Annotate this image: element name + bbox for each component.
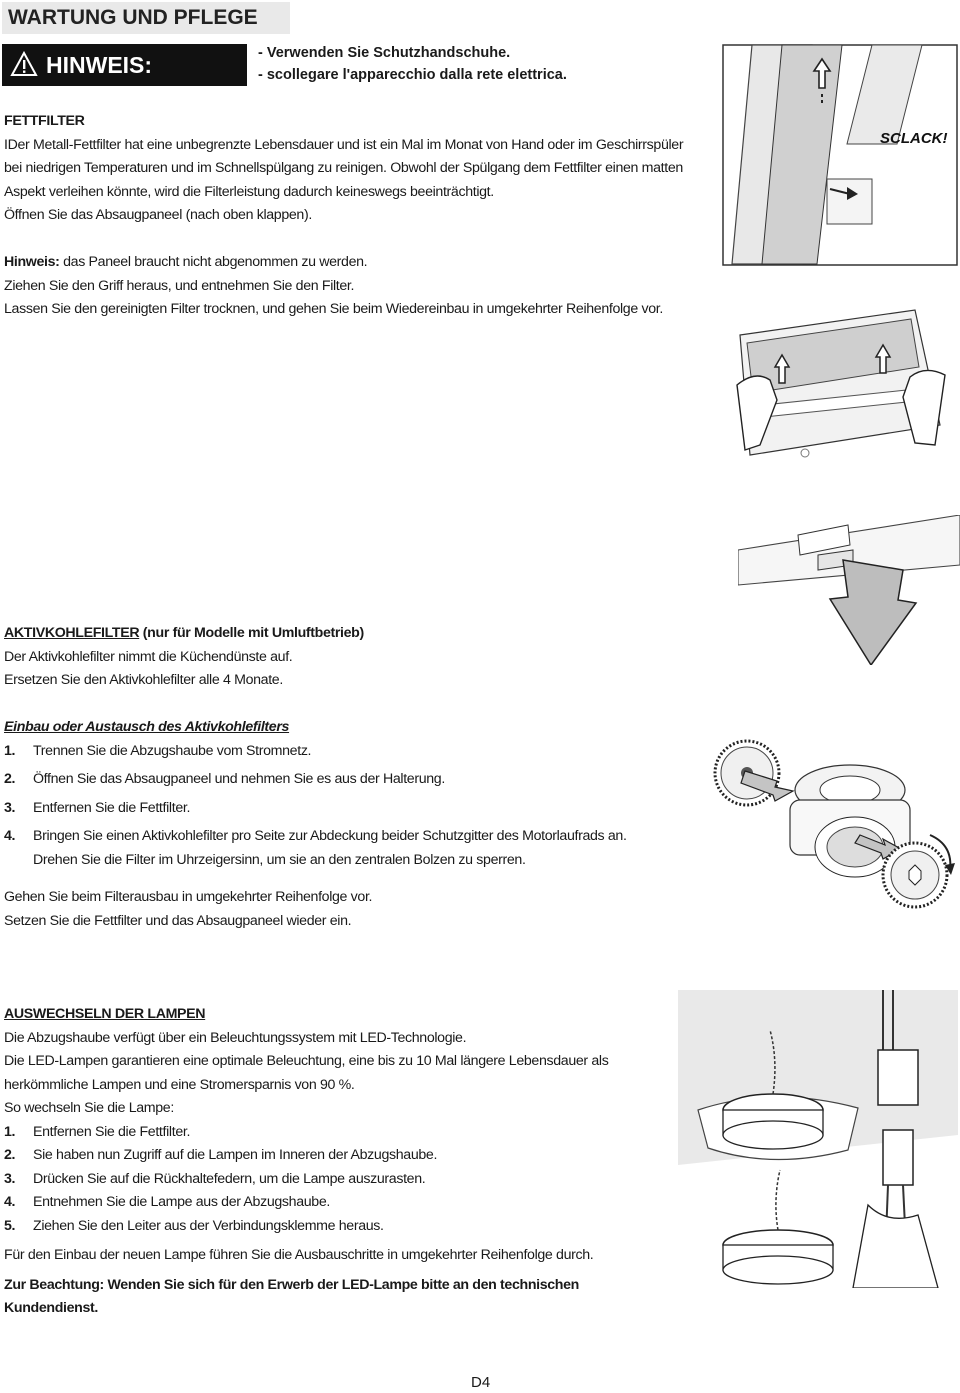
step-text: Bringen Sie einen Aktivkohlefilter pro Seite zur Abdeckung beider Schutzgitter des Motorlaufrads an. — [33, 828, 627, 844]
aktivkohle-steps — [4, 716, 627, 872]
body-line: Der Aktivkohlefilter nimmt die Küchendünste auf. — [4, 648, 293, 665]
note-badge — [2, 44, 247, 86]
step-number: 5. — [4, 1217, 16, 1234]
body-line: Gehen Sie beim Filterausbau in umgekehrter Reihenfolge vor. — [4, 889, 373, 905]
step-number: 3. — [4, 799, 16, 816]
step-item — [4, 768, 627, 792]
body-line: Aspekt verleihen könnte, wird die Filterleistung dadurch keineswegs beeinträchtigt. — [4, 183, 494, 200]
attention-line: Kundendienst. — [4, 1300, 98, 1316]
page-title: WARTUNG UND PFLEGE — [2, 2, 290, 34]
hint-text: das Paneel braucht nicht abgenommen zu werden. — [59, 254, 368, 270]
panel-down-illustration — [738, 515, 960, 665]
body-line: bei niedrigen Temperaturen und im Schnellspülgang zu reinigen. Obwohl der Spülgang dem Fettfilter einen matten — [4, 160, 683, 176]
fettfilter-hint — [4, 251, 663, 322]
step-item — [4, 1191, 608, 1215]
step-number: 4. — [4, 828, 16, 844]
step-continuation: Drehen Sie die Filter im Uhrzeigersinn, um sie an den zentralen Bolzen zu sperren. — [33, 851, 526, 868]
filter-removal-illustration — [735, 305, 950, 465]
body-line: Ersetzen Sie den Aktivkohlefilter alle 4 Monate. — [4, 672, 283, 688]
aktivkohle-subheading: Einbau oder Austausch des Aktivkohlefilters — [4, 719, 290, 735]
body-line: Öffnen Sie das Absaugpaneel (nach oben klappen). — [4, 207, 312, 223]
fettfilter-section — [4, 110, 683, 228]
body-line: Lassen Sie den gereinigten Filter trocknen, und gehen Sie beim Wiedereinbau in umgekehrter Reihenfolge vor. — [4, 301, 663, 317]
step-text: Ziehen Sie den Leiter aus der Verbindungsklemme heraus. — [33, 1217, 384, 1234]
step-number: 4. — [4, 1194, 16, 1210]
note-line: - scollegare l'apparecchio dalla rete elettrica. — [258, 67, 567, 83]
step-item — [4, 1215, 608, 1239]
lampen-heading: AUSWECHSELN DER LAMPEN — [4, 1006, 206, 1022]
note-line: - Verwenden Sie Schutzhandschuhe. — [258, 45, 511, 61]
aktivkohle-section — [4, 622, 364, 693]
step-text: Entnehmen Sie die Lampe aus der Abzugshaube. — [33, 1194, 330, 1210]
step-number: 3. — [4, 1170, 16, 1187]
sclack-label: SCLACK! — [880, 130, 948, 147]
step-item — [4, 797, 627, 821]
aktivkohle-heading-suffix: (nur für Modelle mit Umluftbetrieb) — [139, 625, 364, 641]
body-line: IDer Metall-Fettfilter hat eine unbegrenzte Lebensdauer und ist ein Mal im Monat von Hand oder im Geschirrspüler — [4, 136, 684, 153]
step-item — [4, 1168, 608, 1192]
attention-line: Zur Beachtung: Wenden Sie sich für den Erwerb der LED-Lampe bitte an den technischen — [4, 1276, 579, 1293]
body-line: Setzen Sie die Fettfilter und das Absaugpaneel wieder ein. — [4, 912, 352, 929]
warning-icon — [10, 51, 38, 77]
led-lamp-illustration — [678, 990, 958, 1288]
aktivkohle-heading-line — [4, 622, 364, 646]
hint-label: Hinweis: — [4, 254, 60, 270]
hint-line — [4, 251, 663, 275]
fettfilter-heading: FETTFILTER — [4, 113, 85, 129]
aktivkohle-heading: AKTIVKOHLEFILTER — [4, 625, 140, 641]
step-text: Öffnen Sie das Absaugpaneel und nehmen Sie es aus der Halterung. — [33, 771, 445, 787]
body-line: Die LED-Lampen garantieren eine optimale Beleuchtung, eine bis zu 10 Mal längere Lebensdauer als — [4, 1053, 609, 1069]
aktivkohle-closing — [4, 886, 372, 933]
step-item — [4, 825, 627, 849]
page-number: D4 — [471, 1374, 491, 1391]
body-line: Die Abzugshaube verfügt über ein Beleuchtungssystem mit LED-Technologie. — [4, 1029, 467, 1046]
panel-open-illustration — [722, 44, 958, 266]
body-line: Ziehen Sie den Griff heraus, und entnehmen Sie den Filter. — [4, 277, 355, 294]
carbon-filter-illustration — [705, 735, 955, 915]
step-item — [4, 1121, 608, 1145]
step-number: 1. — [4, 742, 16, 759]
step-item — [4, 1144, 608, 1168]
body-line: herkömmliche Lampen und eine Stromersparnis von 90 %. — [4, 1076, 355, 1093]
step-text: Trennen Sie die Abzugshaube vom Stromnetz. — [33, 742, 312, 759]
note-label: HINWEIS: — [46, 52, 153, 78]
step-text: Entfernen Sie die Fettfilter. — [33, 799, 191, 816]
step-number: 1. — [4, 1123, 16, 1140]
note-lines — [258, 42, 567, 86]
step-text: Drücken Sie auf die Rückhaltefedern, um die Lampe auszurasten. — [33, 1170, 426, 1187]
step-text: Entfernen Sie die Fettfilter. — [33, 1123, 191, 1140]
body-line: So wechseln Sie die Lampe: — [4, 1100, 174, 1116]
step-text: Sie haben nun Zugriff auf die Lampen im Inneren der Abzugshaube. — [33, 1147, 438, 1163]
step-item — [4, 740, 627, 764]
step-number: 2. — [4, 1147, 16, 1163]
lampen-section — [4, 1003, 608, 1321]
reinstall-line: Für den Einbau der neuen Lampe führen Sie die Ausbauschritte in umgekehrter Reihenfolge durch. — [4, 1247, 594, 1263]
step-number: 2. — [4, 771, 16, 787]
